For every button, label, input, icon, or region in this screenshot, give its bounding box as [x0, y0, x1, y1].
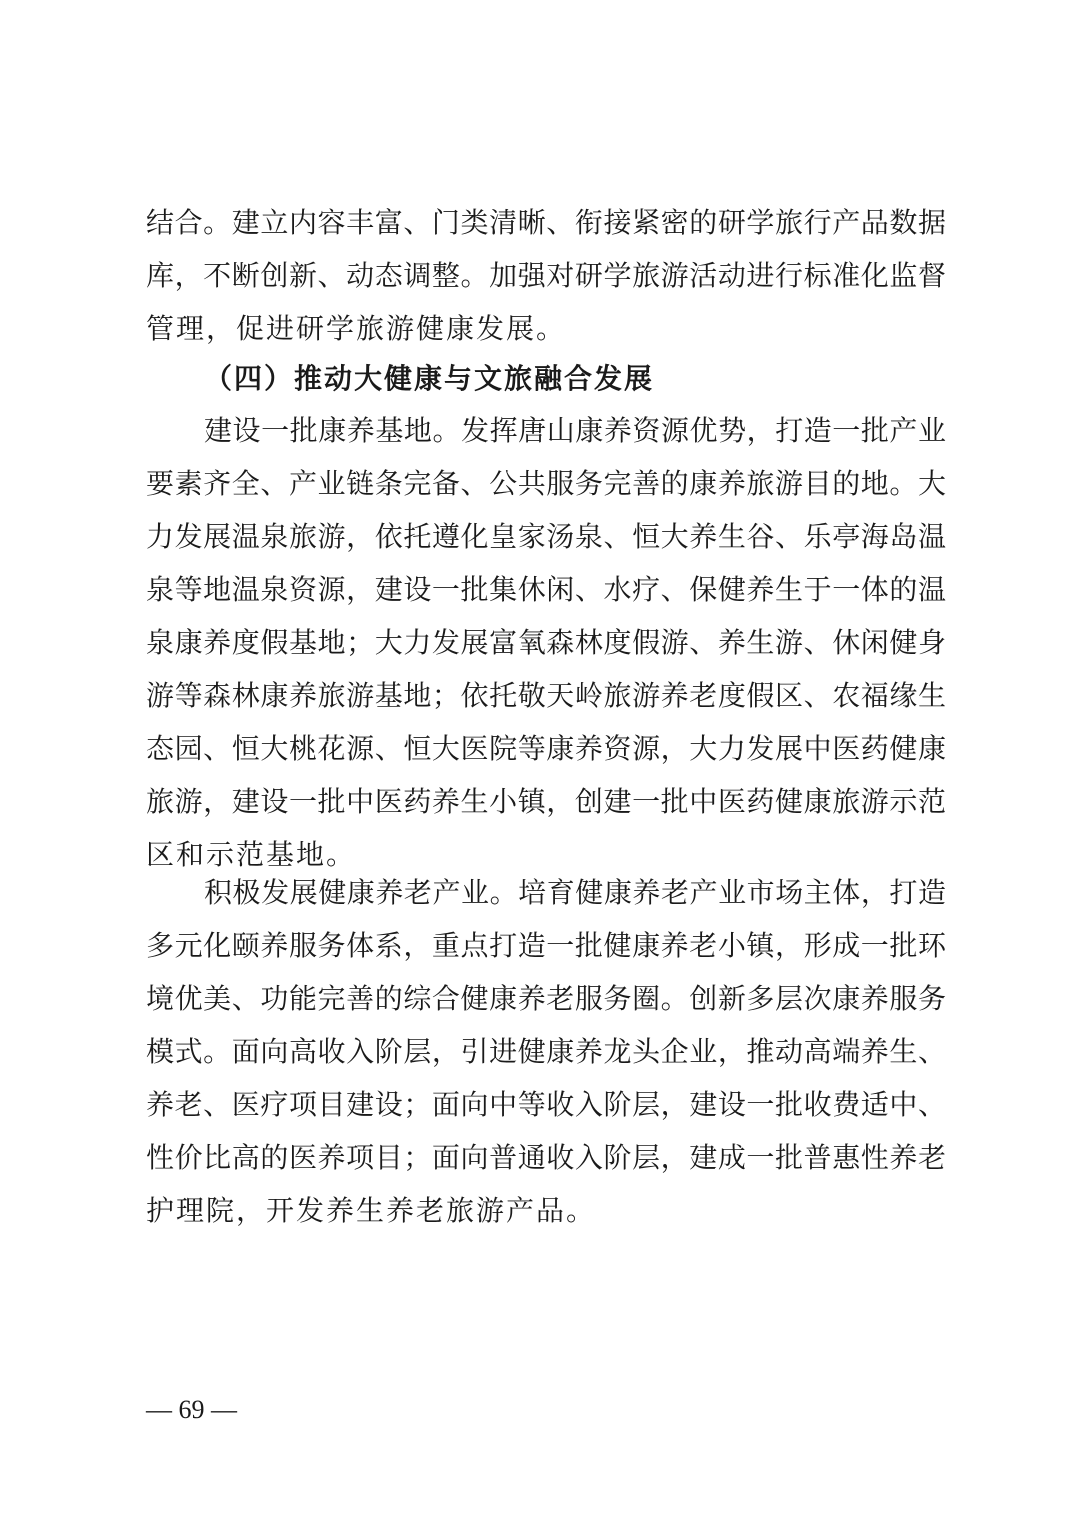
text-line: 管理，促进研学旅游健康发展。	[146, 312, 567, 345]
text-line: 积极发展健康养老产业。培育健康养老产业市场主体，打造	[204, 876, 946, 909]
section-heading-block	[146, 352, 946, 405]
text-line: 养老、医疗项目建设；面向中等收入阶层，建设一批收费适中、	[146, 1088, 946, 1121]
text-line: 护理院，开发养生养老旅游产品。	[146, 1194, 597, 1227]
text-line: 力发展温泉旅游，依托遵化皇家汤泉、恒大养生谷、乐亭海岛温	[146, 520, 946, 553]
text-line: 结合。建立内容丰富、门类清晰、衔接紧密的研学旅行产品数据	[146, 206, 946, 239]
text-line: 泉等地温泉资源，建设一批集休闲、水疗、保健养生于一体的温	[146, 573, 946, 606]
page-number: — 69 —	[146, 1395, 237, 1424]
section-heading: （四）推动大健康与文旅融合发展	[204, 362, 655, 395]
text-line: 库，不断创新、动态调整。加强对研学旅游活动进行标准化监督	[146, 259, 946, 292]
text-line: 泉康养度假基地；大力发展富氧森林度假游、养生游、休闲健身	[146, 626, 946, 659]
paragraph-kangyang-bases	[146, 404, 946, 881]
text-line: 境优美、功能完善的综合健康养老服务圈。创新多层次康养服务	[146, 982, 946, 1015]
text-line: 性价比高的医养项目；面向普通收入阶层，建成一批普惠性养老	[146, 1141, 946, 1174]
text-line: 游等森林康养旅游基地；依托敬天岭旅游养老度假区、农福缘生	[146, 679, 946, 712]
text-line: 旅游，建设一批中医药养生小镇，创建一批中医药健康旅游示范	[146, 785, 946, 818]
text-line: 态园、恒大桃花源、恒大医院等康养资源，大力发展中医药健康	[146, 732, 946, 765]
text-line: 建设一批康养基地。发挥唐山康养资源优势，打造一批产业	[204, 414, 946, 447]
text-line: 区和示范基地。	[146, 838, 357, 871]
paragraph-elderly-care	[146, 866, 946, 1237]
text-line: 要素齐全、产业链条完备、公共服务完善的康养旅游目的地。大	[146, 467, 946, 500]
continuation-paragraph	[146, 196, 946, 355]
text-line: 多元化颐养服务体系，重点打造一批健康养老小镇，形成一批环	[146, 929, 946, 962]
text-line: 模式。面向高收入阶层，引进健康养龙头企业，推动高端养生、	[146, 1035, 946, 1068]
